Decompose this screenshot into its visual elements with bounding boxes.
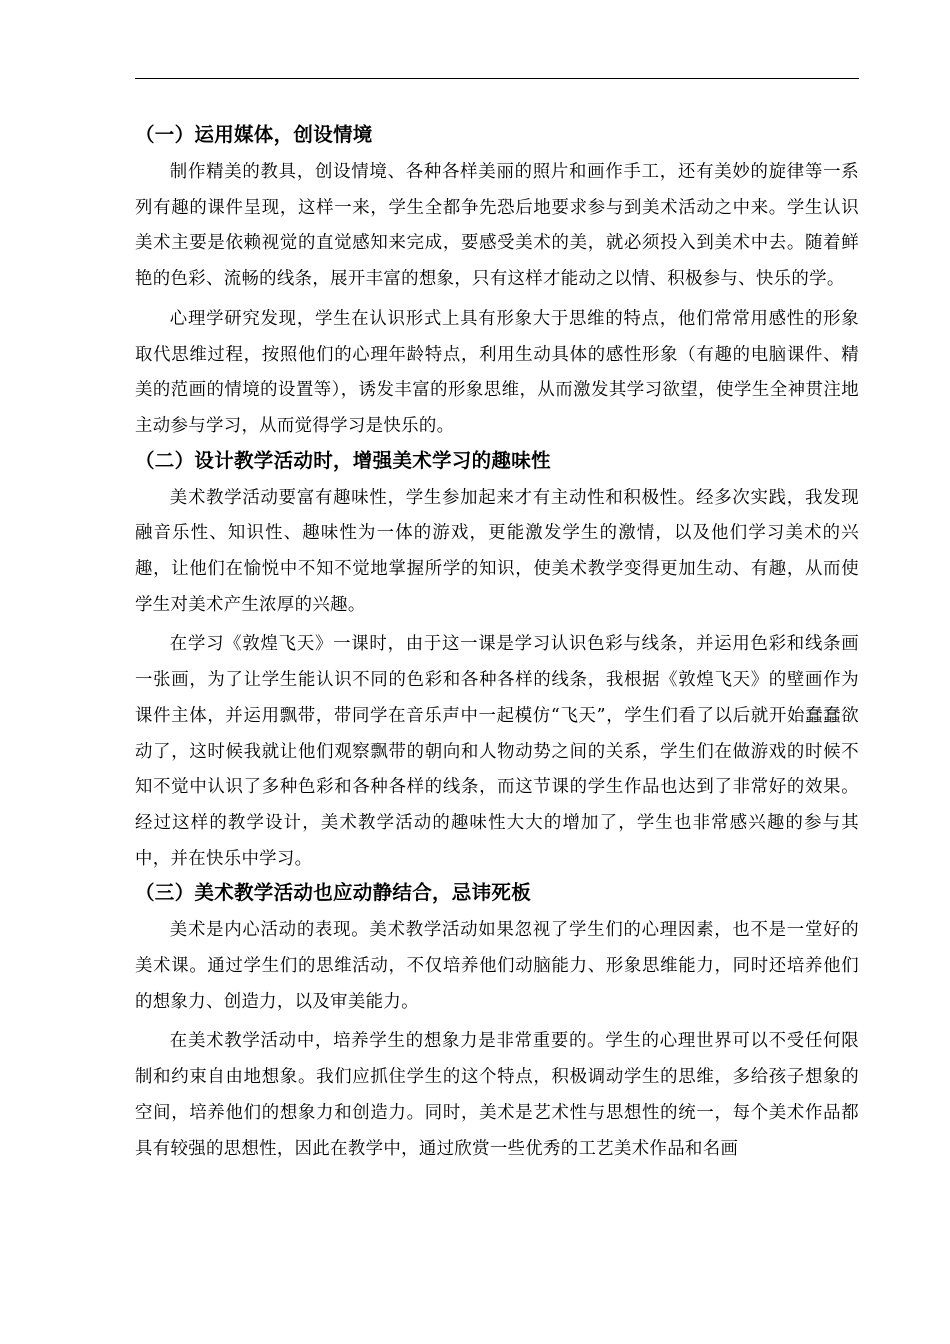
document-body — [135, 115, 859, 1167]
section-3 — [135, 873, 859, 1167]
header-rule — [135, 78, 859, 79]
body-paragraph: 在美术教学活动中，培养学生的想象力是非常重要的。学生的心理世界可以不受任何限制和约束自由地想象。我们应抓住学生的这个特点，积极调动学生的思维，多给孩子想象的空间，培养他们的想象力和创造力。同时，美术是艺术性与思想性的统一，每个美术作品都具有较强的思想性，因此在教学中，通过欣赏一些优秀的工艺美术作品和名画 — [135, 1031, 859, 1159]
body-paragraph: 美术是内心活动的表现。美术教学活动如果忽视了学生们的心理因素，也不是一堂好的美术课。通过学生们的思维活动，不仅培养他们动脑能力、形象思维能力，同时还培养他们的想象力、创造力，以及审美能力。 — [135, 920, 859, 1012]
body-paragraph: 在学习《敦煌飞天》一课时，由于这一课是学习认识色彩与线条，并运用色彩和线条画一张画，为了让学生能认识不同的色彩和各种各样的线条，我根据《敦煌飞天》的壁画作为课件主体，并运用飘带，带同学在音乐声中一起模仿“飞天”，学生们看了以后就开始蠢蠢欲动了，这时候我就让他们观察飘带的朝向和人物动势之间的关系，学生们在做游戏的时候不知不觉中认识了多种色彩和各种各样的线条，而这节课的学生作品也达到了非常好的效果。经过这样的教学设计，美术教学活动的趣味性大大的增加了，学生也非常感兴趣的参与其中，并在快乐中学习。 — [135, 634, 859, 869]
section-heading: （一）运用媒体，创设情境 — [135, 123, 373, 146]
body-paragraph: 心理学研究发现，学生在认识形式上具有形象大于思维的特点，他们常常用感性的形象取代思维过程，按照他们的心理年龄特点，利用生动具体的感性形象（有趣的电脑课件、精美的范画的情境的设置等），诱发丰富的形象思维，从而激发其学习欲望，使学生全神贯注地主动参与学习，从而觉得学习是快乐的。 — [135, 308, 859, 436]
section-2 — [135, 441, 859, 878]
body-paragraph: 美术教学活动要富有趣味性，学生参加起来才有主动性和积极性。经多次实践，我发现融音乐性、知识性、趣味性为一体的游戏，更能激发学生的激情，以及他们学习美术的兴趣，让他们在愉悦中不知不觉地掌握所学的知识，使美术教学变得更加生动、有趣，从而使学生对美术产生浓厚的兴趣。 — [135, 487, 859, 615]
section-heading: （三）美术教学活动也应动静结合，忌讳死板 — [135, 881, 532, 905]
body-paragraph: 制作精美的教具，创设情境、各种各样美丽的照片和画作手工，还有美妙的旋律等一系列有趣的课件呈现，这样一来，学生全都争先恐后地要求参与到美术活动之中来。学生认识美术主要是依赖视觉的直觉感知来完成，要感受美术的美，就必须投入到美术中去。随着鲜艳的色彩、流畅的线条，展开丰富的想象，只有这样才能动之以情、积极参与、快乐的学。 — [135, 162, 859, 290]
section-1 — [135, 115, 859, 445]
section-heading: （二）设计教学活动时，增强美术学习的趣味性 — [135, 448, 551, 472]
